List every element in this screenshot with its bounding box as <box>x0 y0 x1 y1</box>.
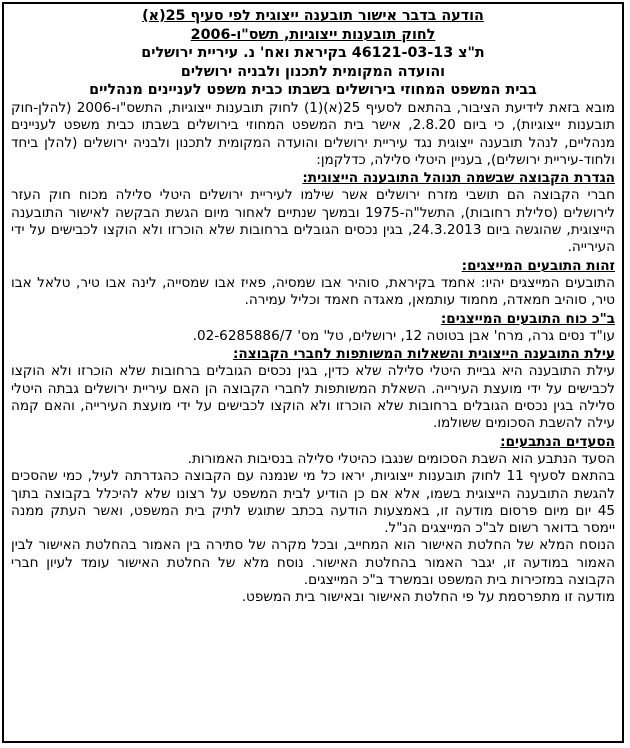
case-number: ת"צ 46121-03-13 בקיראת ואח' נ. עיריית ירושלים <box>141 45 485 62</box>
decision-paragraph: הנוסח המלא של החלטת האישור הוא המחייב, ובכל מקרה של סתירה בין האמור בהחלטת האישור לבין האמור במודעה זו, יגבר האמור בהחלטת האישור. נוסח מלא של החלטת האישור עומד לעיון חברי הקבוצה במזכירות בית המשפט ובמשרד ב"כ המייצגים. <box>11 537 615 588</box>
intro-paragraph: מובא בזאת לידיעת הציבור, בהתאם לסעיף 25(א)(1) לחוק תובענות ייצוגיות, התשס"ו-2006 (להלן-חוק תובענות ייצוגיות), כי ביום 2.8.20, אישר בית המשפט המחוזי בירושלים בשבתו כבית משפט לעניינים מנהליים, לנהל תובענה ייצוגית נגד עיריית ירושלים והועדה המקומית לתכנון ולבניה ירושלים (להלן ביחד ולחוד-עיריית ירושלים), בעניין היטלי סלילה, כדלקמן: <box>11 99 616 168</box>
section-title-cause: עילת התובענה הייצוגית והשאלות המשותפות לחברי הקבוצה: <box>232 346 615 363</box>
defendant-line: והועדה המקומית לתכנון ולבניה ירושלים <box>180 63 446 80</box>
section-text-plaintiffs: התובעים המייצגים יהיו: אחמד בקיראת, סוהיר אבו שמסיה, פאיז אבו שמסייה, לינה אבו טיר, טלאל אבו טיר, סוהיב חמאדה, מחמוד עותמאן, מאגדה חאמד וכליל עמירה. <box>11 274 615 309</box>
court-line: בבית המשפט המחוזי בירושלים בשבתו כבית משפט לעניינים מנהליים <box>89 82 537 99</box>
section-text-cause: עילת התובענה היא גביית היטלי סלילה שלא כדין, בגין נכסים הגובלים ברחובות שלא הוכרזו ולא הוקצו לכבישים על ידי מועצת העירייה. השאלת המשותפות לחברי הקבוצה הן האם עיריית ירושלים גבתה היטלי סלילה בגין נכסים הגובלים ברחובות שלא הוכרזו ולא הוקצו לכבישים על ידי מועצת העירייה, והאם קמה עילה להשבת הסכומים ששולמו. <box>11 363 615 432</box>
section-text-group-definition: חברי הקבוצה הם תושבי מזרח ירושלים אשר שילמו לעיריית ירושלים היטלי סלילה מכוח חוק העזר לירושלים (סלילת רחובות), התשל"ה-1975 ובמשך שנתיים לאחור מיום הגשת הבקשה לאישור התובענה הייצוגית, שהוגשה ביום 24.3.2013, בגין נכסים הגובלים ברחובות שלא הוכרזו ולא הוקצו לכבישים על ידי העירייה. <box>11 187 615 256</box>
section-title-group-definition: הגדרת הקבוצה שבשמה תנוהל התובענה הייצוגית: <box>302 170 615 187</box>
section-title-counsel: ב"כ כוח התובעים המייצגים: <box>440 310 615 327</box>
section-text-counsel: עו"ד נסים גרה, מרח' אבן בטוטה 12, ירושלים, טל' מס' 02-6285886/7. <box>192 327 615 344</box>
notice-title: הודעה בדבר אישור תובענה ייצוגית לפי סעיף 25(א) <box>142 8 484 24</box>
section-text-remedies: הסעד הנתבע הוא השבת הסכומים שנגבו כהיטלי סלילה בנסיבות האמורות. <box>187 450 615 467</box>
class-action-notice <box>2 2 624 743</box>
section-title-plaintiffs: זהות התובעים המייצגים: <box>461 257 615 274</box>
final-paragraph: מודעה זו מתפרסמת על פי החלטת האישור ובאישור בית המשפט. <box>241 589 615 606</box>
law-reference: לחוק תובענות ייצוגיות, תשס"ו-2006 <box>190 26 436 43</box>
section-title-remedies: הסעדים הנתבעים: <box>500 433 615 450</box>
opt-out-paragraph: בהתאם לסעיף 11 לחוק תובענות ייצוגיות, יראו כל מי שנמנה עם הקבוצה כהגדרתה לעיל, כמי שהסכים להגשת התובענה הייצוגית בשמו, אלא אם כן הודיע לבית המשפט על רצונו שלא להיכלל בקבוצה בתוך 45 יום מיום פרסום מודעה זו, באמצעות הודעה בכתב שתוגש לתיק בית המשפט, ואשר העתק ממנה יימסר בדואר רשום לב"כ המייצגים הנ"ל. <box>11 468 616 537</box>
